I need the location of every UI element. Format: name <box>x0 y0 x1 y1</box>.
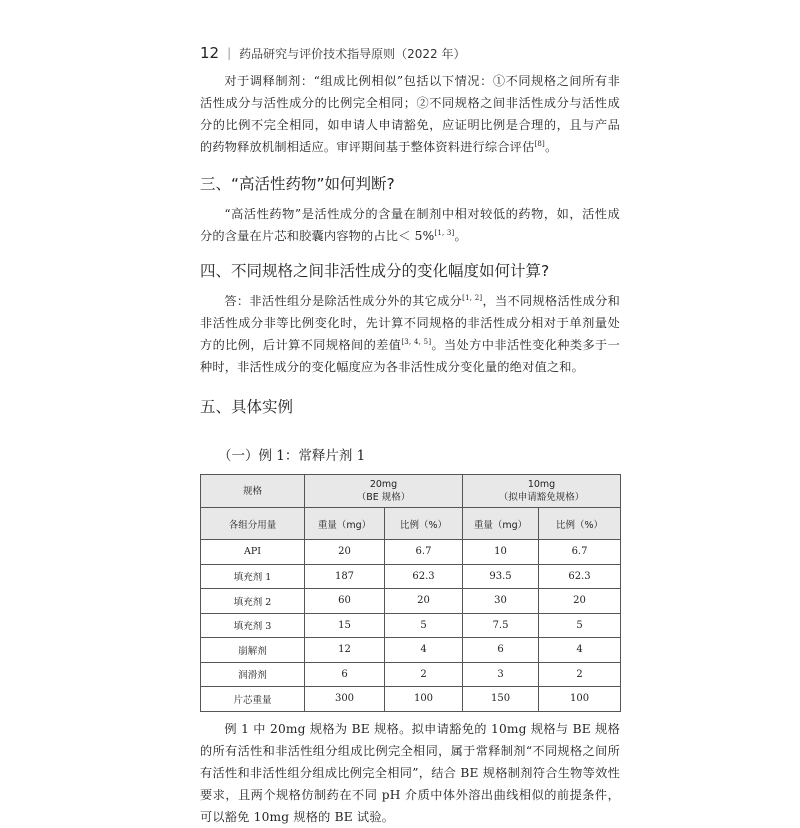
paragraph-high-potency: “高活性药物”是活性成分的含量在制剂中相对较低的药物，如，活性成分的含量在片芯和胶囊内容物的占比＜ 5%[1, 3]。 <box>200 207 620 243</box>
citation: [1, 3] <box>434 229 455 237</box>
group2-header-cell: 10mg （拟申请豁免规格） <box>463 475 621 508</box>
table-cell: 100 <box>539 687 621 712</box>
weight-header-cell: 重量（mg） <box>305 508 385 540</box>
table-cell: 187 <box>305 564 385 589</box>
table-cell: 5 <box>539 613 621 638</box>
row-label: 填充剂 2 <box>201 589 305 614</box>
table-cell: 5 <box>385 613 463 638</box>
table-row <box>201 687 621 712</box>
citation: [1, 2] <box>462 294 483 302</box>
table-cell: 20 <box>385 589 463 614</box>
table-row <box>201 638 621 663</box>
book-title: 药品研究与评价技术指导原则（2022 年） <box>239 46 466 61</box>
table-cell: 7.5 <box>463 613 539 638</box>
table-row <box>201 564 621 589</box>
table-cell: 93.5 <box>463 564 539 589</box>
spec-header-cell: 规格 <box>201 475 305 508</box>
row-label: 崩解剂 <box>201 638 305 663</box>
table-cell: 6 <box>463 638 539 663</box>
section-heading-4: 四、不同规格之间非活性成分的变化幅度如何计算? <box>200 262 550 280</box>
table-row <box>201 613 621 638</box>
table-cell: 15 <box>305 613 385 638</box>
section-heading-5: 五、具体实例 <box>200 398 294 416</box>
table-row <box>201 540 621 565</box>
section-heading-3: 三、“高活性药物”如何判断? <box>200 175 395 193</box>
paragraph-modified-release: 对于调释制剂：“组成比例相似”包括以下情况：①不同规格之间所有非活性成分与活性成分的比例完全相同；②不同规格之间非活性成分与活性成分的比例不完全相同，如申请人申请豁免，应证明比例是合理的，且与产品的药物释放机制相适应。审评期间基于整体资料进行综合评估[8]。 <box>200 74 620 154</box>
component-header-cell: 各组分用量 <box>201 508 305 540</box>
table-header-row <box>201 475 621 508</box>
table-row <box>201 662 621 687</box>
row-label: API <box>201 540 305 565</box>
table-cell: 6.7 <box>539 540 621 565</box>
table-cell: 60 <box>305 589 385 614</box>
table-cell: 12 <box>305 638 385 663</box>
table-cell: 20 <box>305 540 385 565</box>
table-cell: 2 <box>539 662 621 687</box>
formulation-table <box>200 474 621 712</box>
table-row <box>201 589 621 614</box>
formulation-table-wrapper <box>200 474 620 712</box>
table-cell: 300 <box>305 687 385 712</box>
paragraph-example-explanation: 例 1 中 20mg 规格为 BE 规格。拟申请豁免的 10mg 规格与 BE 规格的所有活性和非活性组分组成比例完全相同，属于常释制剂“不同规格之间所有活性和非活性组分组成比例完全相同”，结合 BE 规格制剂符合生物等效性要求，且两个规格仿制药在不同 pH 介质中体外溶出曲线相似的前提条件，可以豁免 10mg 规格的 BE 试验。 <box>200 721 620 824</box>
table-cell: 62.3 <box>385 564 463 589</box>
example-heading: （一）例 1：常释片剂 1 <box>218 448 366 464</box>
ratio-header-cell: 比例（%） <box>385 508 463 540</box>
table-cell: 6 <box>305 662 385 687</box>
citation: [3, 4, 5] <box>401 338 432 346</box>
row-label: 润滑剂 <box>201 662 305 687</box>
table-cell: 62.3 <box>539 564 621 589</box>
table-subheader-row <box>201 508 621 540</box>
row-label: 片芯重量 <box>201 687 305 712</box>
row-label: 填充剂 3 <box>201 613 305 638</box>
table-cell: 4 <box>539 638 621 663</box>
header-separator: | <box>227 46 232 60</box>
citation: [8] <box>534 140 545 148</box>
table-cell: 30 <box>463 589 539 614</box>
table-cell: 4 <box>385 638 463 663</box>
table-cell: 100 <box>385 687 463 712</box>
table-cell: 150 <box>463 687 539 712</box>
table-cell: 6.7 <box>385 540 463 565</box>
page-number: 12 <box>200 44 220 62</box>
page-body <box>200 70 620 828</box>
running-header <box>200 44 466 62</box>
table-cell: 2 <box>385 662 463 687</box>
table-cell: 3 <box>463 662 539 687</box>
paragraph-variation-calc: 答：非活性组分是除活性成分外的其它成分[1, 2]，当不同规格活性成分和非活性成分非等比例变化时，先计算不同规格的非活性成分相对于单剂量处方的比例，后计算不同规格间的差值[3, 4, 5]。当处方中非活性变化种类多于一种时，非活性成分的变化幅度应为各非活性成分变化量的绝对值之和。 <box>200 294 621 374</box>
group1-header-cell: 20mg （BE 规格） <box>305 475 463 508</box>
table-cell: 10 <box>463 540 539 565</box>
table-cell: 20 <box>539 589 621 614</box>
row-label: 填充剂 1 <box>201 564 305 589</box>
ratio-header-cell: 比例（%） <box>539 508 621 540</box>
weight-header-cell: 重量（mg） <box>463 508 539 540</box>
